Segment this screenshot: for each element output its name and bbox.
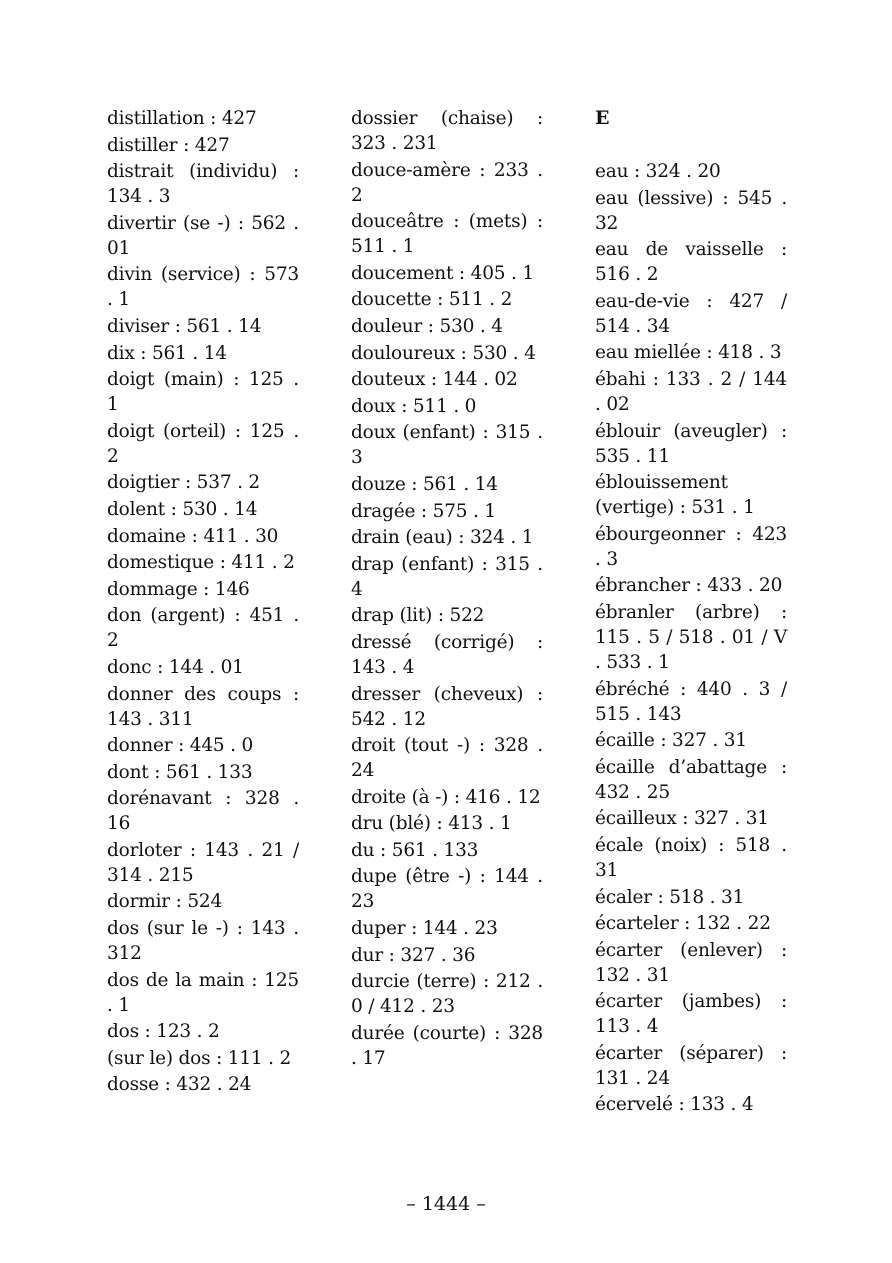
index-entry: eau de vaisselle : 516 . 2: [595, 239, 787, 286]
index-entry: écarter (enlever) : 132 . 31: [595, 939, 787, 986]
index-entry: ébourgeonner : 423 . 3: [595, 523, 787, 570]
index-entry: douceâtre : (mets) : 511 . 1: [351, 211, 543, 258]
index-column-3: [595, 106, 787, 1119]
index-entry: distillation : 427: [107, 108, 257, 129]
index-entry: doigt (orteil) : 125 . 2: [107, 420, 299, 467]
index-column-2: [351, 106, 543, 1072]
index-entry: dont : 561 . 133: [107, 761, 253, 783]
index-entry: divin (service) : 573 . 1: [107, 264, 299, 311]
index-entry: donc : 144 . 01: [107, 656, 244, 678]
index-entry: distiller : 427: [107, 134, 230, 156]
index-entry: donner : 445 . 0: [107, 735, 254, 757]
index-entry: dossier (chaise) : 323 . 231: [351, 108, 543, 154]
index-entry: droit (tout -) : 328 . 24: [351, 735, 543, 782]
index-entry: écaille : 327 . 31: [595, 730, 747, 752]
index-entry: douce-amère : 233 . 2: [351, 159, 543, 206]
index-entry: dragée : 575 . 1: [351, 500, 496, 522]
index-entry: douteux : 144 . 02: [351, 369, 518, 391]
index-entry: doucette : 511 . 2: [351, 289, 513, 311]
index-entry: doucement : 405 . 1: [351, 262, 534, 284]
index-entry: eau miellée : 418 . 3: [595, 342, 782, 364]
index-entry: donner des coups : 143 . 311: [107, 683, 299, 730]
index-entry: éblouissement (vertige) : 531 . 1: [595, 472, 755, 519]
index-entry: dosse : 432 . 24: [107, 1074, 252, 1096]
index-entry: doux : 511 . 0: [351, 395, 477, 417]
index-entry: drap (lit) : 522: [351, 605, 485, 627]
page-number: – 1444 –: [406, 1193, 486, 1215]
index-entry: écale (noix) : 518 . 31: [595, 834, 787, 881]
index-entry: dur : 327 . 36: [351, 944, 476, 966]
index-entry: ébrancher : 433 . 20: [595, 575, 783, 597]
index-entry: eau-de-vie : 427 / 514 . 34: [595, 290, 787, 337]
index-entry: dresser (cheveux) : 542 . 12: [351, 683, 543, 730]
index-entry: domaine : 411 . 30: [107, 525, 279, 547]
index-entry: ébahi : 133 . 2 / 144 . 02: [595, 368, 787, 415]
letter-heading: E: [595, 107, 610, 129]
index-entry: dommage : 146: [107, 578, 250, 600]
index-entry: doigtier : 537 . 2: [107, 472, 260, 494]
index-entry: distrait (individu) : 134 . 3: [107, 161, 299, 208]
index-entry: dix : 561 . 14: [107, 342, 227, 364]
index-entry: écaler : 518 . 31: [595, 886, 745, 908]
index-entry: droite (à -) : 416 . 12: [351, 786, 541, 808]
index-entry: éblouir (aveugler) : 535 . 11: [595, 420, 787, 467]
index-entry: écailleux : 327 . 31: [595, 808, 769, 830]
index-entry: domestique : 411 . 2: [107, 552, 295, 574]
index-entry: durée (courte) : 328 . 17: [351, 1022, 543, 1069]
index-entry: dru (blé) : 413 . 1: [351, 813, 512, 835]
index-entry: dressé (corrigé) : 143 . 4: [351, 631, 543, 678]
index-entry: douloureux : 530 . 4: [351, 342, 536, 364]
index-entry: drain (eau) : 324 . 1: [351, 527, 534, 549]
index-entry: dorénavant : 328 . 16: [107, 788, 299, 835]
index-entry: duper : 144 . 23: [351, 918, 498, 940]
index-entry: douleur : 530 . 4: [351, 315, 503, 337]
index-entry: doigt (main) : 125 . 1: [107, 369, 299, 416]
index-entry: dos : 123 . 2: [107, 1021, 220, 1043]
index-entry: écarter (séparer) : 131 . 24: [595, 1042, 787, 1089]
index-entry: du : 561 . 133: [351, 839, 479, 861]
index-entry: dupe (être -) : 144 . 23: [351, 866, 543, 913]
index-column-1: [107, 106, 299, 1099]
index-entry: dorloter : 143 . 21 / 314 . 215: [107, 839, 299, 886]
index-entry: dormir : 524: [107, 891, 223, 913]
index-entry: écervelé : 133 . 4: [595, 1094, 754, 1116]
index-entry: douze : 561 . 14: [351, 473, 498, 495]
index-entry: doux (enfant) : 315 . 3: [351, 422, 543, 469]
index-entry: eau (lessive) : 545 . 32: [595, 187, 787, 234]
index-entry: écaille d’abattage : 432 . 25: [595, 756, 787, 803]
index-entry: ébranler (arbre) : 115 . 5 / 518 . 01 / V . 533 . 1: [595, 601, 787, 673]
index-entry: ébréché : 440 . 3 / 515 . 143: [595, 678, 787, 725]
index-entry: drap (enfant) : 315 . 4: [351, 553, 543, 600]
index-entry: dolent : 530 . 14: [107, 498, 258, 520]
index-entry: dos de la main : 125 . 1: [107, 969, 299, 1016]
index-entry: durcie (terre) : 212 . 0 / 412 . 23: [351, 971, 543, 1018]
index-entry: divertir (se -) : 562 . 01: [107, 212, 299, 259]
index-entry: écarteler : 132 . 22: [595, 913, 771, 935]
index-entry: écarter (jambes) : 113 . 4: [595, 991, 787, 1038]
index-entry: eau : 324 . 20: [595, 161, 721, 182]
index-entry: dos (sur le -) : 143 . 312: [107, 918, 299, 965]
index-entry: (sur le) dos : 111 . 2: [107, 1047, 292, 1069]
index-entry: don (argent) : 451 . 2: [107, 605, 299, 652]
index-entry: diviser : 561 . 14: [107, 315, 262, 337]
